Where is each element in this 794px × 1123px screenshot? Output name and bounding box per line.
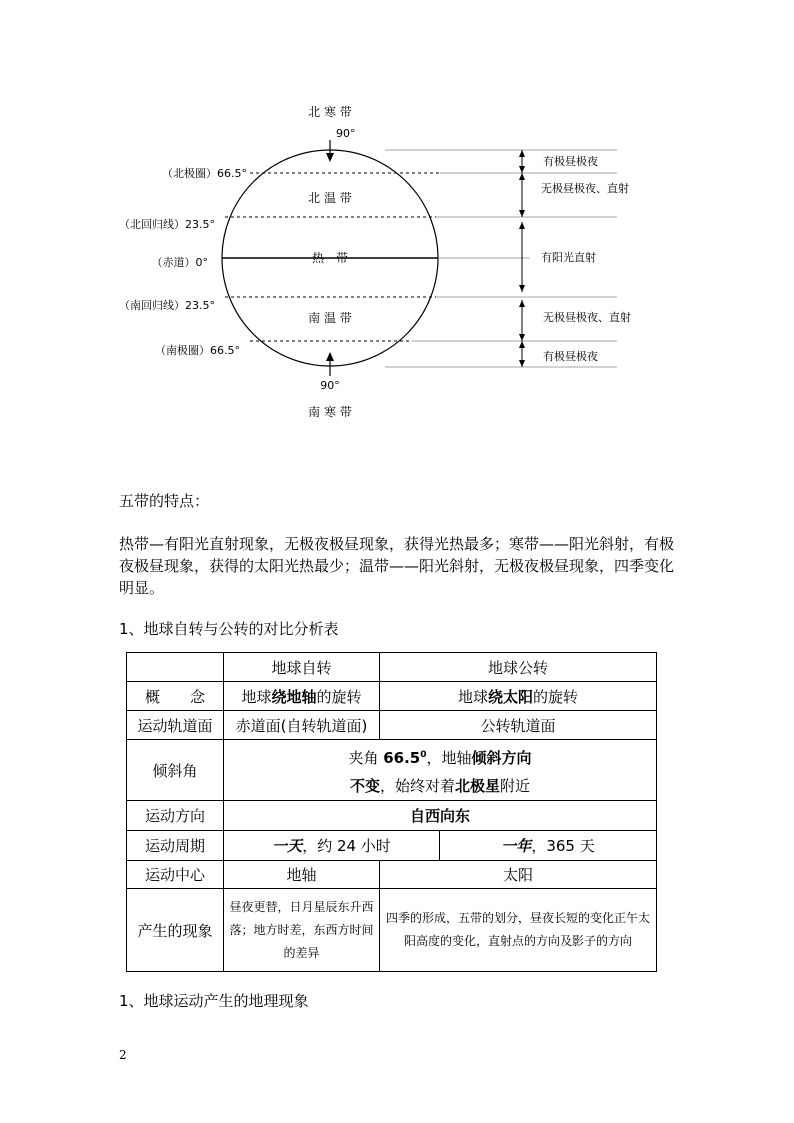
rotation-revolution-table: [126, 652, 657, 972]
table2-title: 1、地球运动产生的地理现象: [119, 992, 309, 1010]
period-label: 运动周期: [127, 831, 224, 861]
center-revolution: 太阳: [380, 861, 657, 889]
header-rotation: 地球自转: [224, 653, 380, 682]
tilt-value: 夹角 66.5$^0$，地轴倾斜方向 不变，始终对着北极星附近: [224, 740, 657, 801]
table-row: [127, 682, 657, 711]
arctic-circle-label: （北极圈）66.5°: [162, 167, 247, 180]
tilt-label: 倾斜角: [127, 740, 224, 801]
right-label-2: 无极昼极夜、直射: [541, 182, 629, 195]
center-rotation: 地轴: [224, 861, 380, 889]
table-row: [127, 889, 657, 972]
south-frigid-label: 南 寒 带: [308, 405, 352, 419]
table-row: [127, 653, 657, 682]
antarctic-circle-label: （南极圈）66.5°: [155, 344, 240, 357]
tropic-cancer-label: （北回归线）23.5°: [119, 218, 215, 231]
angle-top-label: 90°: [336, 127, 356, 140]
plane-revolution: 公转轨道面: [380, 711, 657, 740]
period-revolution: 一年，365 天: [440, 831, 657, 861]
page-number: 2: [119, 1048, 127, 1062]
north-temperate-label: 北 温 带: [308, 191, 352, 205]
table-row: [127, 711, 657, 740]
right-label-4: 无极昼极夜、直射: [543, 311, 631, 324]
table-row: [127, 831, 657, 861]
north-frigid-label: 北 寒 带: [308, 105, 352, 119]
table-title: 1、地球自转与公转的对比分析表: [119, 620, 339, 638]
north-arrow-icon: [326, 153, 334, 162]
features-text: 热带—有阳光直射现象，无极夜极昼现象，获得光热最多；寒带——阳光斜射，有极夜极昼现象，获得的太阳光热最少；温带——阳光斜射，无极夜极昼现象，四季变化明显。: [119, 535, 675, 597]
features-title: 五带的特点：: [119, 492, 210, 510]
south-arrow-icon: [326, 352, 334, 361]
tropical-label: 热 带: [311, 251, 349, 265]
concept-rotation: 地球绕地轴的旋转: [224, 682, 380, 711]
period-rotation: 一天，约 24 小时: [224, 831, 440, 861]
header-revolution: 地球公转: [380, 653, 657, 682]
phenomena-label: 产生的现象: [127, 889, 224, 972]
phenomena-rotation: 昼夜更替，日月星辰东升西落；地方时差，东西方时间的差异: [224, 889, 380, 972]
table-row: [127, 861, 657, 889]
direction-label: 运动方向: [127, 801, 224, 831]
center-label: 运动中心: [127, 861, 224, 889]
tropic-capricorn-label: （南回归线）23.5°: [119, 299, 215, 312]
right-label-3: 有阳光直射: [541, 251, 596, 264]
right-label-1: 有极昼极夜: [543, 155, 598, 168]
table-row: [127, 740, 657, 801]
plane-label: 运动轨道面: [127, 711, 224, 740]
concept-revolution: 地球绕太阳的旋转: [380, 682, 657, 711]
angle-bottom-label: 90°: [320, 379, 340, 392]
concept-label: 概 念: [127, 682, 224, 711]
table-row: [127, 801, 657, 831]
south-temperate-label: 南 温 带: [308, 311, 352, 325]
direction-value: 自西向东: [224, 801, 657, 831]
plane-rotation: 赤道面(自转轨道面): [224, 711, 380, 740]
equator-label: （赤道）0°: [151, 256, 208, 269]
right-label-5: 有极昼极夜: [543, 350, 598, 363]
phenomena-revolution: 四季的形成，五带的划分，昼夜长短的变化正午太阳高度的变化，直射点的方向及影子的方向: [380, 889, 657, 972]
table-cell-empty: [127, 653, 224, 682]
five-zones-diagram: [0, 0, 794, 440]
